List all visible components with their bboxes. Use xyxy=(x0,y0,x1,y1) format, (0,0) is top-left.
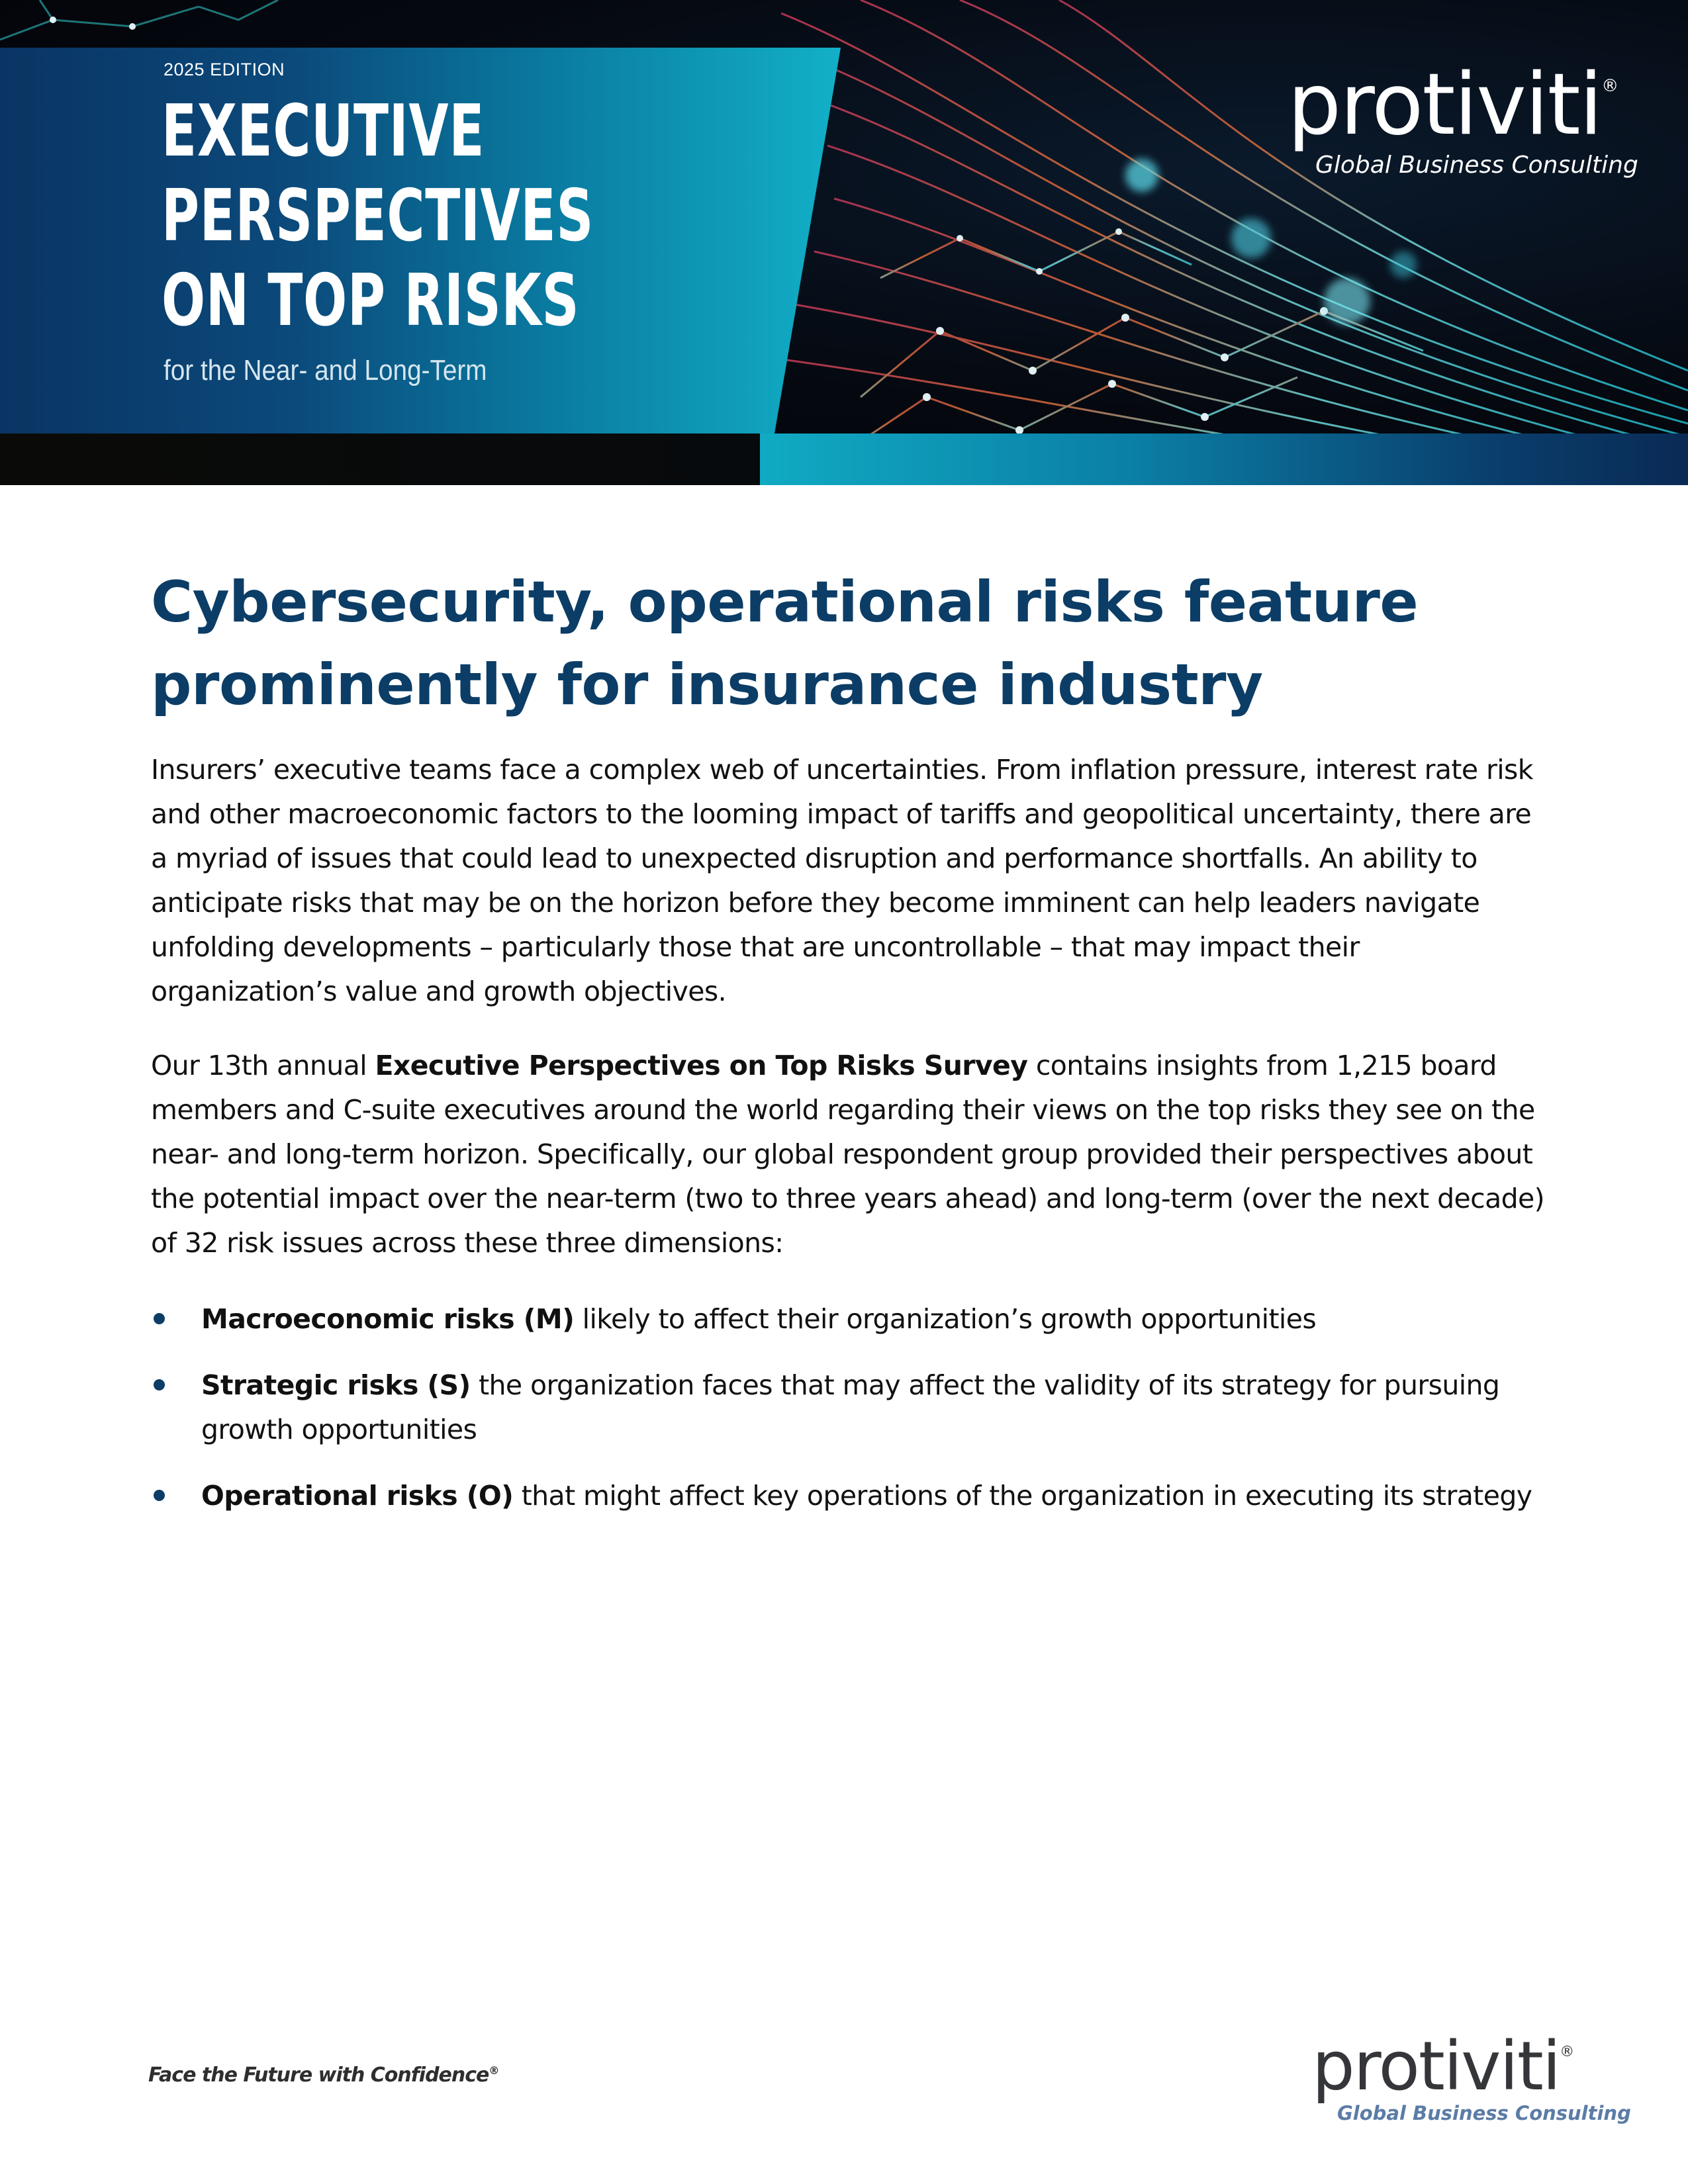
cover-banner xyxy=(0,0,1688,485)
registered-mark: ® xyxy=(1560,2044,1573,2060)
cover-title-line: EXECUTIVE xyxy=(162,90,485,173)
cover-subtitle: for the Near- and Long-Term xyxy=(164,354,487,387)
bullet-icon xyxy=(154,1490,165,1501)
bullet-icon xyxy=(154,1379,165,1390)
cover-title-line: PERSPECTIVES xyxy=(162,175,594,257)
logo-wordmark: protiviti ® xyxy=(1288,56,1618,154)
list-item-strategic: Strategic risks (S) the organization faces that may affect the validity of its strategy for pursuing growth opportunities xyxy=(151,1363,1548,1452)
protiviti-logo-header xyxy=(1288,56,1638,179)
edition-label: 2025 EDITION xyxy=(164,60,285,79)
logo-tagline: Global Business Consulting xyxy=(1337,2102,1631,2124)
bokeh-light xyxy=(1125,159,1158,192)
survey-name: Executive Perspectives on Top Risks Survey xyxy=(375,1050,1028,1081)
banner-bottom-dark xyxy=(0,433,760,485)
footer-slogan: Face the Future with Confidence® xyxy=(148,2064,499,2087)
bokeh-light xyxy=(1390,251,1417,278)
banner-bottom-strip xyxy=(760,433,1688,485)
protiviti-logo-footer xyxy=(1312,2027,1631,2124)
logo-tagline: Global Business Consulting xyxy=(1315,152,1638,179)
article-headline: Cybersecurity, operational risks feature prominently for insurance industry xyxy=(151,569,1419,718)
cover-title-line: ON TOP RISKS xyxy=(162,259,580,342)
list-item-operational: Operational risks (O) that might affect key operations of the organization in executing its strategy xyxy=(151,1474,1548,1518)
risk-dimensions-list xyxy=(151,1297,1548,1540)
bokeh-light xyxy=(1324,278,1370,324)
registered-mark: ® xyxy=(1601,76,1618,96)
bokeh-light xyxy=(1231,218,1271,258)
logo-wordmark: protiviti ® xyxy=(1312,2027,1573,2106)
survey-paragraph: Our 13th annual Executive Perspectives on Top Risks Survey contains insights from 1,215 board members and C-suite executives around the world regarding their views on the top risks they see on the near- and long-term horizon. Specifically, our global respondent group provided their perspectives about the potential impact over the near-term (two to three years ahead) and long-term (over the next decade) of 32 risk issues across these three dimensions: xyxy=(151,1050,1545,1259)
list-item-macroeconomic: Macroeconomic risks (M) likely to affect their organization’s growth opportunities xyxy=(151,1297,1548,1342)
intro-paragraph: Insurers’ executive teams face a complex web of uncertainties. From inflation pressure, interest rate risk and other macroeconomic factors to the looming impact of tariffs and geopolitical uncertainty, there are a myriad of issues that could lead to unexpected disruption and performance shortfalls. An ability to anticipate risks that may be on the horizon before they become imminent can help leaders navigate unfolding developments – particularly those that are uncontrollable – that may impact their organization’s value and growth objectives. xyxy=(151,754,1533,1007)
bullet-icon xyxy=(154,1313,165,1324)
cover-title xyxy=(162,89,594,343)
